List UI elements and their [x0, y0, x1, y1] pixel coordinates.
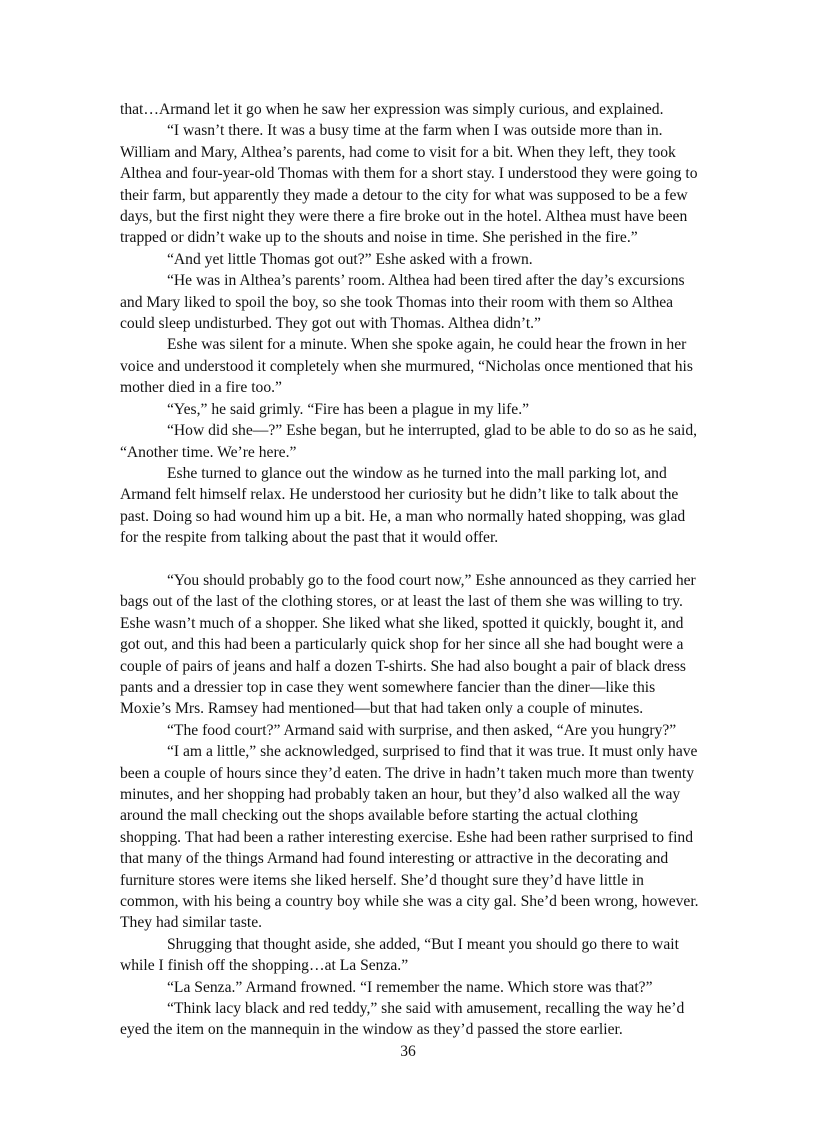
paragraph: “And yet little Thomas got out?” Eshe asked with a frown.: [167, 250, 533, 268]
page-number: 36: [400, 1043, 416, 1060]
paragraph: Shrugging that thought aside, she added, “But I meant you should go there to wait while I finish off the shopping…at La Senza.”: [120, 935, 679, 975]
paragraph: “Think lacy black and red teddy,” she said with amusement, recalling the way he’d eyed the item on the mannequin in the window as they’d passed the store earlier.: [120, 1000, 685, 1039]
paragraph: “He was in Althea’s parents’ room. Althea had been tired after the day’s excursions and Mary liked to spoil the boy, so she took Thomas into their room with them so Althea could sleep undisturbed. They got out with Thomas. Althea didn’t.”: [120, 272, 685, 333]
paragraph: “I am a little,” she acknowledged, surprised to find that it was true. It must only have been a couple of hours since they’d eaten. The drive in hadn’t taken much more than twenty minutes, and her shopping had probably taken an hour, but they’d also walked all the way around the mall checking out the shops available before starting the actual clothing shopping. That had been a rather interesting exercise. Eshe had been rather surprised to find that many of the things Armand had found interesting or attractive in the decorating and furniture stores were items she liked herself. She’d thought sure they’d have little in common, with his being a country boy while she was a city gal. She’d been wrong, however. They had similar taste.: [120, 743, 699, 932]
page-body: [120, 99, 702, 1041]
paragraph: “I wasn’t there. It was a busy time at the farm when I was outside more than in. William and Mary, Althea’s parents, had come to visit for a bit. When they left, they took Althea and four-year-old Thomas with them for a short stay. I understood they were going to their farm, but apparently they made a detour to the city for what was supposed to be a few days, but the first night they were there a fire broke out in the hotel. Althea must have been trapped or didn’t wake up to the shouts and noise in time. She perished in the fire.”: [120, 122, 698, 247]
paragraph: “The food court?” Armand said with surprise, and then asked, “Are you hungry?”: [167, 721, 677, 739]
paragraph: “You should probably go to the food court now,” Eshe announced as they carried her bags out of the last of the clothing stores, or at least the last of them she was willing to try. Eshe wasn’t much of a shopper. She liked what she liked, spotted it quickly, bought it, and got out, and this had been a particularly quick shop for her since all she had bought were a couple of pairs of jeans and half a dozen T-shirts. She had also bought a pair of black dress pants and a dressier top in case they went somewhere fancier than the diner—like this Moxie’s Mrs. Ramsey had mentioned—but that had taken only a couple of minutes.: [120, 571, 696, 718]
paragraph: “La Senza.” Armand frowned. “I remember the name. Which store was that?”: [167, 978, 653, 996]
scene-break: [120, 549, 702, 570]
paragraph: Eshe turned to glance out the window as he turned into the mall parking lot, and Armand felt himself relax. He understood her curiosity but he didn’t like to talk about the past. Doing so had wound him up a bit. He, a man who normally hated shopping, was glad for the respite from talking about the past that it would offer.: [120, 464, 686, 547]
paragraph: “Yes,” he said grimly. “Fire has been a plague in my life.”: [167, 400, 530, 418]
paragraph: Eshe was silent for a minute. When she spoke again, he could hear the frown in her voice and understood it completely when she murmured, “Nicholas once mentioned that his mother died in a fire too.”: [120, 336, 693, 397]
paragraph: “How did she—?” Eshe began, but he interrupted, glad to be able to do so as he said, “Another time. We’re here.”: [120, 422, 698, 461]
paragraph: that…Armand let it go when he saw her expression was simply curious, and explained.: [120, 101, 664, 118]
